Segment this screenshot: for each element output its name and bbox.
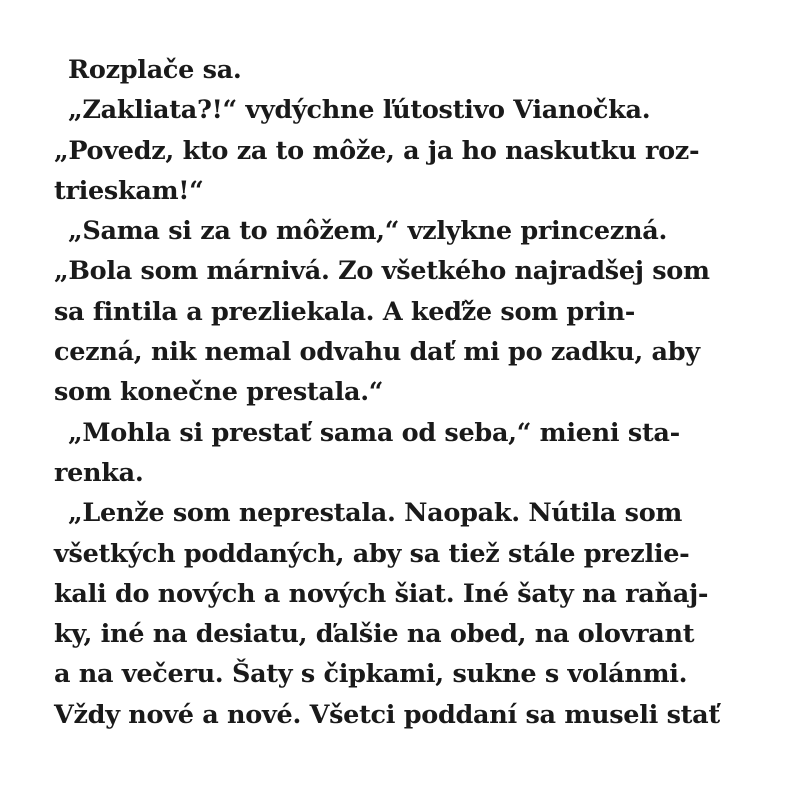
text-line: renka. (54, 457, 144, 488)
text-line: ky, iné na desiatu, ďalšie na obed, na olovrant (54, 619, 695, 650)
text-line: „Bola som márnivá. Zo všetkého najradšej som (54, 256, 710, 287)
text-line: a na večeru. Šaty s čipkami, sukne s volánmi. (54, 659, 688, 690)
text-line: sa fintila a prezliekala. A keďže som prin- (54, 296, 635, 327)
text-line: cezná, nik nemal odvahu dať mi po zadku, aby (54, 337, 700, 368)
text-line: všetkých poddaných, aby sa tiež stále prezlie- (54, 538, 690, 569)
text-line: „Lenže som neprestala. Naopak. Nútila som (68, 498, 683, 529)
text-line: trieskam!“ (54, 175, 204, 206)
text-line: „Sama si za to môžem,“ vzlykne princezná. (68, 216, 668, 247)
text-line: kali do nových a nových šiat. Iné šaty na raňaj- (54, 578, 709, 609)
text-line: Rozplače sa. (68, 55, 242, 85)
text-line: Vždy nové a nové. Všetci poddaní sa museli stať (54, 699, 720, 730)
text-line: som konečne prestala.“ (54, 377, 384, 408)
text-line: „Povedz, kto za to môže, a ja ho naskutku roz- (54, 135, 700, 166)
text-line: „Mohla si prestať sama od seba,“ mieni sta- (68, 417, 680, 448)
text-line: „Zakliata?!“ vydýchne ľútostivo Vianočka. (68, 95, 651, 126)
